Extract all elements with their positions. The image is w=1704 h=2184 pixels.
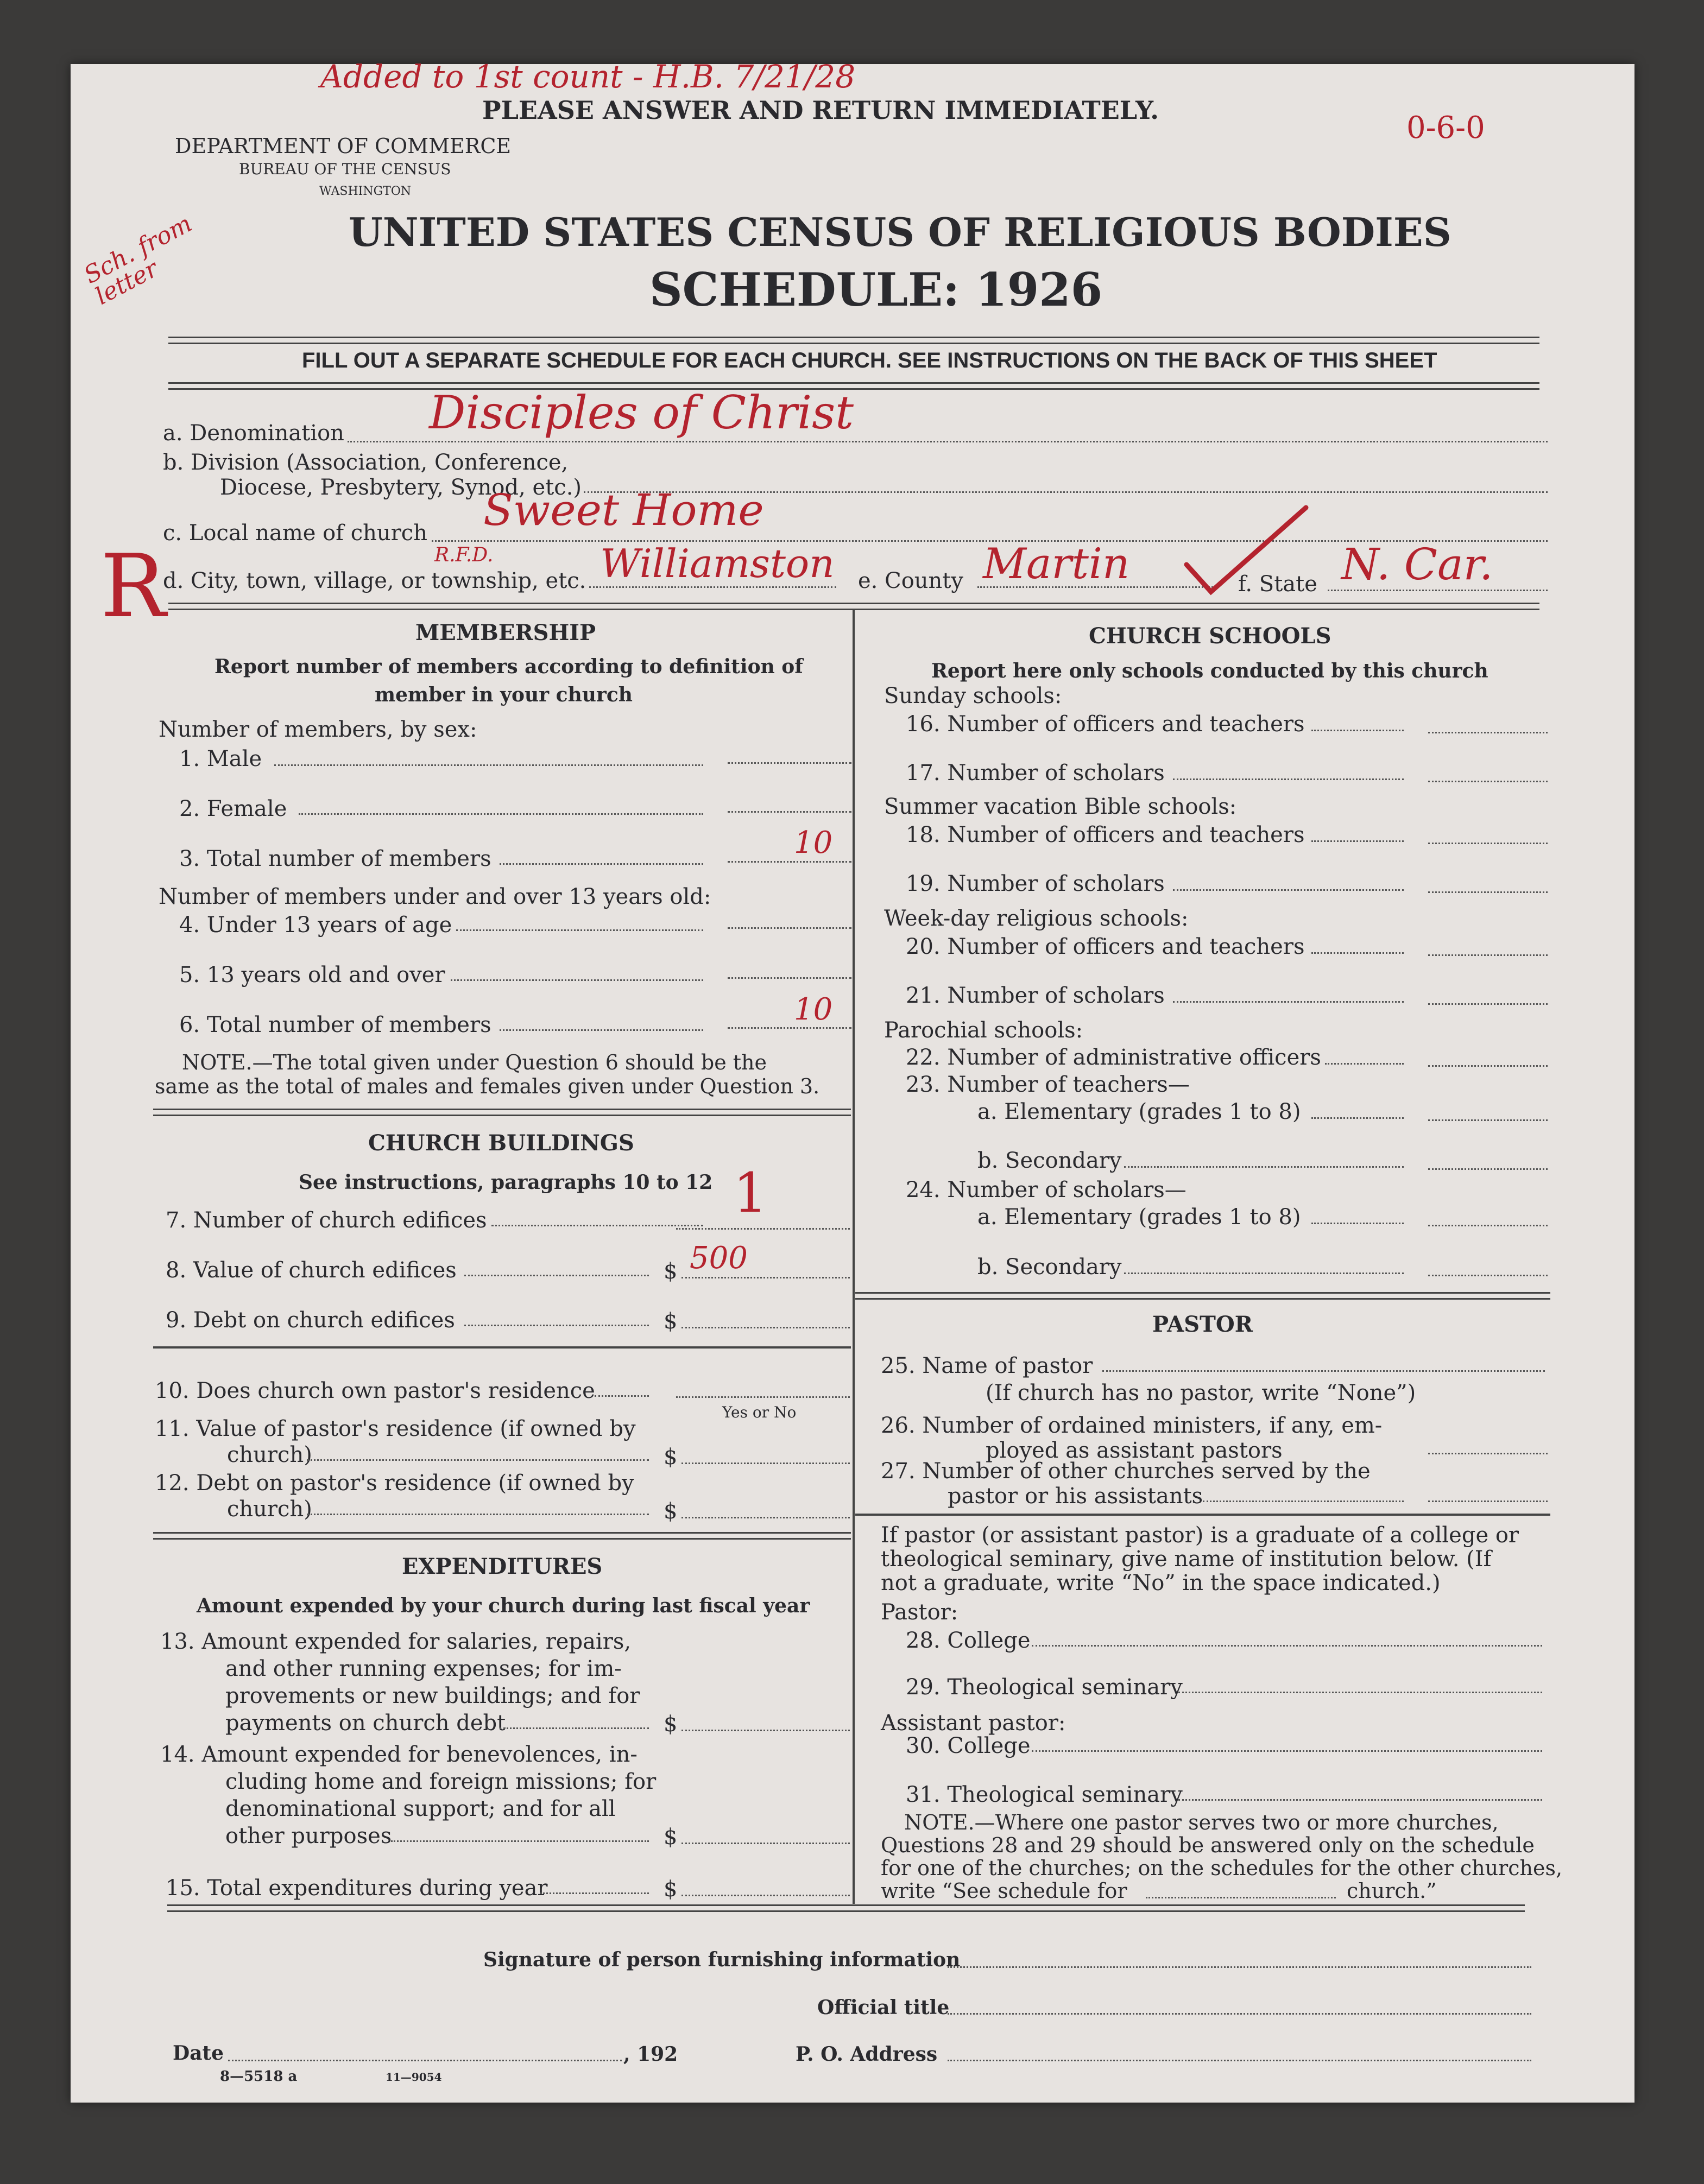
q19-label: 19. Number of scholars [906, 871, 1165, 896]
q24b-answer[interactable] [1428, 1275, 1548, 1276]
q10-answer[interactable] [676, 1396, 850, 1398]
q12-label-1: 12. Debt on pastor's residence (if owned by [155, 1471, 634, 1496]
membership-heading: MEMBERSHIP [415, 620, 596, 645]
expenditures-sub: Amount expended by your church during last fiscal year [197, 1594, 810, 1617]
date-label: Date [173, 2042, 224, 2065]
handwritten-side-note: Sch. from letter [79, 210, 197, 311]
q23-label: 23. Number of teachers— [906, 1072, 1190, 1097]
denomination-value[interactable]: Disciples of Christ [429, 386, 854, 439]
q13-label-4: payments on church debt [225, 1711, 506, 1736]
q25-note: (If church has no pastor, write “None”) [986, 1381, 1416, 1406]
column-divider [853, 609, 855, 1904]
q22-label: 22. Number of administrative officers [906, 1045, 1321, 1070]
q25-line[interactable] [1102, 1370, 1545, 1372]
q24b-dots [1124, 1273, 1404, 1274]
q30-line[interactable] [1032, 1750, 1542, 1752]
q23a-label: a. Elementary (grades 1 to 8) [977, 1099, 1301, 1124]
q15-dots [540, 1892, 649, 1894]
q8-answer[interactable] [681, 1277, 850, 1278]
q17-answer[interactable] [1428, 781, 1548, 782]
rule [855, 1514, 1550, 1516]
graduate-note-1: If pastor (or assistant pastor) is a graduate of a college or [881, 1523, 1519, 1548]
graduate-note-2: theological seminary, give name of institution below. (If [881, 1547, 1492, 1572]
q26-answer[interactable] [1428, 1453, 1548, 1454]
form-number: 8—5518 a [220, 2068, 298, 2085]
q2-answer[interactable] [728, 811, 851, 813]
q18-dots [1311, 840, 1404, 842]
q29-line[interactable] [1178, 1692, 1542, 1693]
pastor-heading: PASTOR [1152, 1312, 1253, 1337]
q31-line[interactable] [1178, 1799, 1542, 1801]
pastor-label: Pastor: [881, 1600, 958, 1625]
print-number: 11—9054 [386, 2071, 442, 2084]
q20-label: 20. Number of officers and teachers [906, 934, 1305, 959]
q20-answer[interactable] [1428, 954, 1548, 956]
graduate-note-3: not a graduate, write “No” in the space indicated.) [881, 1571, 1441, 1596]
q13-answer[interactable] [681, 1730, 850, 1731]
handwritten-r-mark: R [100, 535, 166, 637]
state-label: f. State [1238, 572, 1317, 597]
q17-label: 17. Number of scholars [906, 761, 1165, 786]
q19-answer[interactable] [1428, 891, 1548, 893]
summer-label: Summer vacation Bible schools: [884, 794, 1237, 819]
q10-label: 10. Does church own pastor's residence [155, 1378, 595, 1403]
q5-dots [451, 979, 703, 981]
q9-dollar: $ [664, 1309, 678, 1334]
q4-dots [456, 929, 703, 931]
q11-label-1: 11. Value of pastor's residence (if owned by [155, 1416, 636, 1441]
city-value[interactable]: Williamston [600, 541, 835, 586]
denomination-label: a. Denomination [163, 421, 344, 446]
q6-label: 6. Total number of members [179, 1012, 491, 1037]
q21-dots [1173, 1001, 1404, 1003]
pastor-note-1: NOTE.—Where one pastor serves two or more churches, [904, 1810, 1499, 1834]
q26-label-2: ployed as assistant pastors [986, 1438, 1283, 1463]
q6-answer[interactable] [728, 1027, 851, 1029]
q24a-answer[interactable] [1428, 1225, 1548, 1226]
q31-label: 31. Theological seminary [906, 1782, 1183, 1807]
q8-label: 8. Value of church edifices [166, 1258, 457, 1283]
q24a-dots [1311, 1223, 1404, 1224]
q12-dots [307, 1514, 649, 1515]
q3-dots [500, 863, 703, 865]
q8-dollar: $ [664, 1259, 678, 1284]
department-name: DEPARTMENT OF COMMERCE [175, 134, 512, 158]
division-label-2: Diocese, Presbytery, Synod, etc.) [220, 475, 582, 500]
date-year: , 192 [623, 2043, 678, 2066]
weekday-label: Week-day religious schools: [884, 906, 1189, 931]
q15-answer[interactable] [681, 1895, 850, 1896]
under-over-label: Number of members under and over 13 years old: [159, 884, 711, 909]
q13-label-2: and other running expenses; for im- [225, 1656, 622, 1681]
handwritten-count-note: Added to 1st count - H.B. 7/21/28 [320, 58, 856, 95]
q11-dollar: $ [664, 1445, 678, 1470]
schools-heading: CHURCH SCHOOLS [1089, 623, 1331, 649]
q23b-answer[interactable] [1428, 1168, 1548, 1170]
q16-answer[interactable] [1428, 732, 1548, 733]
po-address-label: P. O. Address [796, 2043, 938, 2066]
q29-label: 29. Theological seminary [906, 1675, 1183, 1700]
rule [153, 1109, 851, 1116]
q12-answer[interactable] [681, 1517, 850, 1518]
city-label: d. City, town, village, or township, etc. [163, 568, 586, 593]
buildings-heading: CHURCH BUILDINGS [368, 1130, 634, 1156]
q4-label: 4. Under 13 years of age [179, 913, 452, 938]
q28-line[interactable] [1032, 1645, 1542, 1647]
membership-note-1: NOTE.—The total given under Question 6 should be the [182, 1050, 767, 1074]
page-title: UNITED STATES CENSUS OF RELIGIOUS BODIES [349, 209, 1451, 255]
q20-dots [1311, 952, 1404, 954]
q7-label: 7. Number of church edifices [166, 1208, 487, 1233]
q22-answer[interactable] [1428, 1065, 1548, 1067]
q1-label: 1. Male [179, 746, 262, 771]
q26-label-1: 26. Number of ordained ministers, if any, em- [881, 1413, 1383, 1438]
rule [168, 382, 1539, 390]
q14-dots [391, 1840, 649, 1842]
q12-label-2: church) [227, 1497, 312, 1522]
q16-label: 16. Number of officers and teachers [906, 712, 1305, 737]
q14-answer[interactable] [681, 1843, 850, 1844]
q1-answer[interactable] [728, 762, 851, 764]
q8-dots [464, 1275, 649, 1276]
q19-dots [1173, 889, 1404, 891]
rule [153, 1346, 851, 1349]
rule [153, 1532, 851, 1540]
signature-label: Signature of person furnishing information [483, 1948, 961, 1971]
q27-dots [1203, 1501, 1404, 1502]
q25-label: 25. Name of pastor [881, 1353, 1093, 1378]
q13-dots [500, 1727, 649, 1729]
q11-label-2: church) [227, 1442, 312, 1467]
q27-answer[interactable] [1428, 1501, 1548, 1502]
local-name-value[interactable]: Sweet Home [483, 485, 764, 535]
q3-answer[interactable] [728, 861, 851, 863]
q14-label-1: 14. Amount expended for benevolences, in- [160, 1742, 638, 1767]
q6-value: 10 [794, 992, 833, 1027]
q27-label-2: pastor or his assistants [948, 1484, 1203, 1509]
q24b-label: b. Secondary [977, 1255, 1122, 1280]
fill-out-instruction: FILL OUT A SEPARATE SCHEDULE FOR EACH CHURCH. SEE INSTRUCTIONS ON THE BACK OF THIS SHEET [302, 349, 1437, 372]
county-label: e. County [858, 568, 963, 593]
see-schedule-line[interactable] [1146, 1897, 1336, 1898]
pastor-note-2: Questions 28 and 29 should be answered only on the schedule [881, 1833, 1535, 1857]
rule [167, 1904, 1525, 1912]
state-line [1328, 590, 1548, 591]
q14-label-2: cluding home and foreign missions; for [225, 1769, 657, 1794]
q28-label: 28. College [906, 1628, 1031, 1653]
official-title-label: Official title [817, 1996, 950, 2019]
county-value[interactable]: Martin [983, 540, 1130, 588]
q23a-answer[interactable] [1428, 1119, 1548, 1121]
q12-dollar: $ [664, 1499, 678, 1524]
date-line[interactable] [228, 2060, 622, 2061]
assistant-label: Assistant pastor: [881, 1711, 1066, 1736]
washington-label: WASHINGTON [319, 185, 412, 198]
handwritten-code-mark: 0-6-0 [1406, 110, 1485, 145]
q24a-label: a. Elementary (grades 1 to 8) [977, 1205, 1301, 1230]
q5-answer[interactable] [728, 977, 851, 979]
q23b-label: b. Secondary [977, 1148, 1122, 1173]
q18-answer[interactable] [1428, 843, 1548, 844]
local-name-label: c. Local name of church [163, 521, 427, 546]
q3-label: 3. Total number of members [179, 846, 491, 871]
please-answer-line: PLEASE ANSWER AND RETURN IMMEDIATELY. [482, 96, 1159, 125]
q7-answer[interactable] [676, 1228, 850, 1230]
q7-value: 1 [733, 1161, 768, 1225]
q18-label: 18. Number of officers and teachers [906, 822, 1305, 847]
rule [168, 337, 1539, 344]
q9-dots [464, 1325, 649, 1326]
signature-line[interactable] [948, 1966, 1531, 1968]
schedule-year: SCHEDULE: 1926 [649, 263, 1103, 316]
membership-sub-2: member in your church [375, 683, 633, 706]
q9-label: 9. Debt on church edifices [166, 1308, 455, 1333]
expenditures-heading: EXPENDITURES [402, 1554, 603, 1579]
yes-no-hint: Yes or No [722, 1403, 797, 1421]
city-prefix: R.F.D. [434, 544, 494, 566]
official-title-line[interactable] [948, 2013, 1531, 2015]
city-line [589, 586, 836, 588]
membership-sub-1: Report number of members according to definition of [214, 655, 803, 678]
pastor-note-4b: church.” [1347, 1879, 1437, 1903]
state-value[interactable]: N. Car. [1341, 539, 1493, 590]
q11-answer[interactable] [681, 1463, 850, 1464]
q13-label-3: provements or new buildings; and for [225, 1683, 640, 1708]
pastor-note-4a: write “See schedule for [881, 1879, 1127, 1903]
q7-dots [491, 1225, 703, 1226]
q13-label-1: 13. Amount expended for salaries, repairs, [160, 1629, 632, 1654]
q3-value: 10 [794, 825, 833, 860]
q13-dollar: $ [664, 1712, 678, 1737]
q15-label: 15. Total expenditures during year [166, 1876, 548, 1901]
q6-dots [500, 1029, 703, 1031]
q22-dots [1325, 1063, 1404, 1065]
q5-label: 5. 13 years old and over [179, 963, 445, 987]
q2-label: 2. Female [179, 796, 287, 821]
buildings-sub: See instructions, paragraphs 10 to 12 [299, 1171, 713, 1194]
membership-note-2: same as the total of males and females given under Question 3. [155, 1074, 820, 1098]
schools-sub: Report here only schools conducted by this church [931, 660, 1488, 682]
q2-dots [299, 813, 703, 815]
q23b-dots [1124, 1166, 1404, 1168]
pastor-note-3: for one of the churches; on the schedules for the other churches, [881, 1856, 1563, 1880]
q10-dots [595, 1395, 649, 1397]
q8-value: 500 [690, 1240, 748, 1276]
q14-dollar: $ [664, 1825, 678, 1850]
q27-label-1: 27. Number of other churches served by the [881, 1459, 1371, 1484]
q30-label: 30. College [906, 1733, 1031, 1758]
q14-label-4: other purposes [225, 1824, 392, 1849]
parochial-label: Parochial schools: [884, 1018, 1083, 1043]
q24-label: 24. Number of scholars— [906, 1178, 1187, 1202]
rule [855, 1292, 1550, 1300]
q9-answer[interactable] [681, 1327, 850, 1328]
division-label-1: b. Division (Association, Conference, [163, 450, 569, 475]
q4-answer[interactable] [728, 927, 851, 929]
q16-dots [1311, 730, 1404, 731]
bureau-name: BUREAU OF THE CENSUS [239, 160, 451, 178]
q11-dots [307, 1459, 649, 1461]
q23a-dots [1311, 1117, 1404, 1119]
sunday-label: Sunday schools: [884, 683, 1062, 708]
denomination-line [348, 441, 1548, 442]
q14-label-3: denominational support; and for all [225, 1796, 616, 1821]
by-sex-label: Number of members, by sex: [159, 717, 477, 742]
q1-dots [274, 764, 703, 766]
q21-answer[interactable] [1428, 1003, 1548, 1005]
po-address-line[interactable] [948, 2060, 1531, 2061]
q21-label: 21. Number of scholars [906, 983, 1165, 1008]
q15-dollar: $ [664, 1877, 678, 1902]
q17-dots [1173, 778, 1404, 780]
